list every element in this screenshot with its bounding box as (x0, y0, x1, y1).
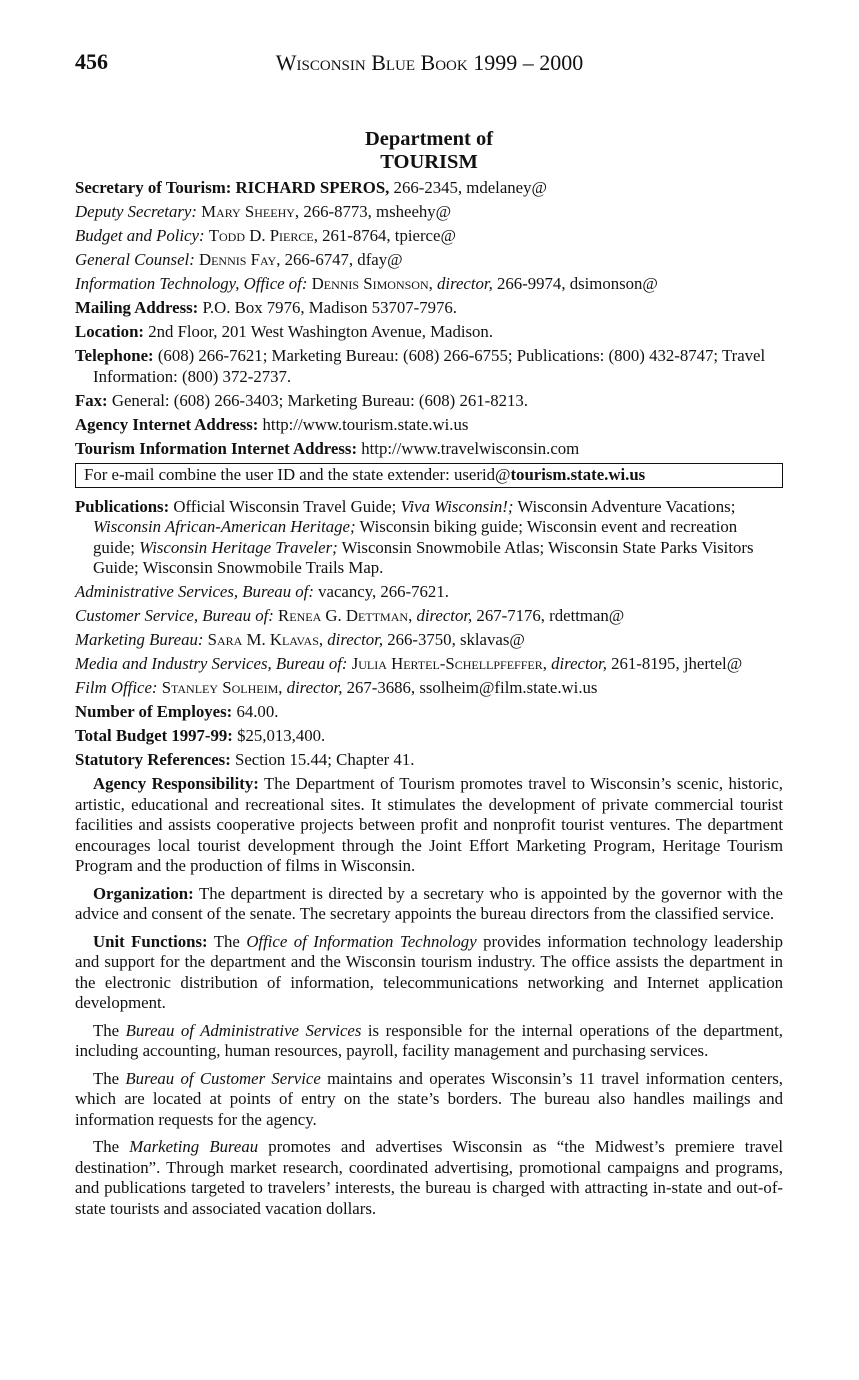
fax-entry (75, 391, 783, 412)
unit-functions-text-1: The (207, 931, 247, 951)
marketing-bureau-role: director, (327, 630, 384, 649)
media-industry-role: director, (551, 654, 607, 673)
admin-services-label: Administrative Services, Bureau of: (75, 582, 314, 601)
unit-functions-paragraph (75, 932, 783, 1014)
customer-para-bureau-name: Bureau of Customer Service (125, 1068, 321, 1088)
employees-value: 64.00. (232, 702, 279, 721)
email-note-box (75, 463, 783, 488)
customer-service-name: Renea G. Dettman (278, 606, 409, 625)
admin-para-bureau-name: Bureau of Administrative Services (125, 1020, 362, 1040)
mailing-label: Mailing Address: (75, 298, 199, 317)
department-title (75, 128, 783, 174)
secretary-name: RICHARD SPEROS, (235, 178, 390, 197)
admin-para-text-1: The (93, 1020, 126, 1040)
admin-services-entry (75, 582, 783, 603)
deputy-label: Deputy Secretary: (75, 202, 197, 221)
page-content (75, 128, 783, 1226)
unit-functions-text-2: provides information technology leadership and support for the department and the Wisconsin tourism industry. The office assists the department in the electronic distribution of information, telecommunications networking and Internet application development. (75, 931, 784, 1012)
telephone-label: Telephone: (75, 346, 154, 365)
admin-services-details: vacancy, 266-7621. (313, 582, 449, 601)
publications-title-1: Viva Wisconsin!; (400, 496, 514, 516)
customer-service-details: 267-7176, rdettman@ (472, 606, 625, 625)
budget-policy-name: Todd D. Pierce (208, 226, 314, 245)
publications-title-3: Wisconsin Heritage Traveler; (139, 537, 338, 557)
mailing-value: P.O. Box 7976, Madison 53707-7976. (198, 298, 457, 317)
responsibility-paragraph (75, 774, 783, 877)
location-entry (75, 322, 783, 343)
info-tech-name: Dennis Simonson (311, 274, 429, 293)
budget-policy-label: Budget and Policy: (75, 226, 205, 245)
employees-label: Number of Employes: (75, 702, 233, 721)
organization-paragraph (75, 884, 783, 925)
unit-functions-label: Unit Functions: (93, 931, 208, 951)
marketing-bureau-label: Marketing Bureau: (75, 630, 204, 649)
secretary-entry (75, 178, 783, 199)
admin-services-paragraph (75, 1021, 783, 1062)
statutory-label: Statutory References: (75, 750, 231, 769)
marketing-para-text-1: The (93, 1137, 130, 1156)
deputy-details: , 266-8773, msheehy@ (294, 202, 452, 221)
customer-para-text-1: The (93, 1068, 126, 1088)
counsel-name: Dennis Fay (198, 250, 277, 269)
location-value: 2nd Floor, 201 West Washington Avenue, Madison. (144, 322, 494, 341)
employees-entry (75, 702, 783, 723)
marketing-para-text-2: promotes and advertises Wisconsin as “the Midwest’s premiere travel destination”. Through market research, coordinated advertising, promotional campaigns and programs, and publications targeted to travelers’ interests, the bureau is charged with attracting in-state and out-of-state tourists and associated vacation dollars. (75, 1137, 783, 1218)
budget-policy-entry (75, 226, 783, 247)
agency-internet-label: Agency Internet Address: (75, 414, 259, 434)
budget-entry (75, 726, 783, 747)
marketing-bureau-entry: Marketing Bureau: Sara M. Klavas, director, 266-3750, sklavas@ (75, 630, 525, 649)
customer-service-entry: Customer Service, Bureau of: Renea G. Dettman, director, 267-7176, rdettman@ (75, 606, 625, 625)
marketing-para-bureau-name: Marketing Bureau (129, 1137, 259, 1156)
film-office-label: Film Office: (75, 678, 158, 697)
responsibility-text: The Department of Tourism promotes travel to Wisconsin’s scenic, historic, artistic, educational and recreational sites. It stimulates the development of private commercial tourist facilities and assists cooperative projects between profit and nonprofit tourist ventures. The department encourages local tourist development through the Joint Effort Marketing Program, Heritage Tourism Program and the production of films in Wisconsin. (75, 774, 783, 875)
publications-text-3: Wisconsin biking guide; Wisconsin event and recreation guide; (93, 517, 738, 557)
agency-internet-value: http://www.tourism.state.wi.us (258, 414, 469, 434)
publications-label: Publications: (75, 496, 170, 516)
deputy-entry (75, 202, 783, 223)
organization-text: The department is directed by a secretary who is appointed by the governor with the advice and consent of the senate. The secretary appoints the bureau directors from the classified service. (75, 883, 783, 923)
fax-value: General: (608) 266-3403; Marketing Bureau: (608) 261-8213. (107, 390, 528, 410)
responsibility-label: Agency Responsibility: (93, 774, 259, 793)
running-head (0, 50, 859, 76)
agency-internet-entry (75, 415, 783, 436)
email-note-text: For e-mail combine the user ID and the state extender: userid@ (84, 465, 511, 484)
secretary-label: Secretary of Tourism: (75, 178, 232, 197)
publications-text-4: Wisconsin Snowmobile Atlas; Wisconsin State Parks Visitors Guide; Wisconsin Snowmobile Trails Map. (93, 537, 754, 577)
organization-label: Organization: (93, 883, 194, 903)
telephone-entry (75, 346, 783, 387)
secretary-details: 266-2345, mdelaney@ (389, 178, 547, 197)
film-office-role: director, (286, 678, 343, 697)
marketing-bureau-paragraph (75, 1137, 783, 1219)
tourism-internet-value: http://www.travelwisconsin.com (357, 438, 580, 458)
customer-service-role: director, (416, 606, 473, 625)
budget-label: Total Budget 1997-99: (75, 726, 233, 745)
telephone-value: (608) 266-7621; Marketing Bureau: (608) 266-6755; Publications: (800) 432-8747; Travel Information: (800) 372-2737. (93, 346, 766, 386)
info-tech-role: director, (437, 274, 493, 293)
unit-functions-office-name: Office of Information Technology (246, 931, 477, 951)
budget-policy-details: , 261-8764, tpierce@ (313, 226, 456, 245)
tourism-internet-label: Tourism Information Internet Address: (75, 438, 358, 458)
tourism-internet-entry (75, 439, 783, 460)
customer-service-paragraph (75, 1069, 783, 1131)
publications-entry (75, 497, 783, 579)
title-line-2: TOURISM (380, 151, 478, 173)
email-note-domain: tourism.state.wi.us (510, 465, 646, 484)
book-title: Wisconsin Blue Book 1999 – 2000 (275, 50, 584, 75)
media-industry-label: Media and Industry Services, Bureau of: (75, 654, 348, 673)
film-office-entry: Film Office: Stanley Solheim, director, 267-3686, ssolheim@film.state.wi.us (75, 678, 598, 697)
media-industry-entry: Media and Industry Services, Bureau of: Julia Hertel-Schellpfeffer, director, 261-8195, jhertel@ (75, 654, 743, 673)
customer-para-text-2: maintains and operates Wisconsin’s 11 travel information centers, which are located at points of entry on the state’s borders. The bureau also handles mailings and information requests for the agency. (75, 1068, 784, 1129)
mailing-entry (75, 298, 783, 319)
marketing-bureau-name: Sara M. Klavas (207, 630, 319, 649)
page-number: 456 (75, 49, 108, 74)
media-industry-details: 261-8195, jhertel@ (606, 654, 743, 673)
publications-text-1: Official Wisconsin Travel Guide; (169, 496, 401, 516)
info-tech-details: 266-9974, dsimonson@ (492, 274, 658, 293)
publications-title-2: Wisconsin African-American Heritage; (93, 517, 356, 536)
info-tech-entry: Information Technology, Office of: Dennis Simonson, director, 266-9974, dsimonson@ (75, 274, 658, 293)
deputy-name: Mary Sheehy (201, 202, 295, 221)
customer-service-label: Customer Service, Bureau of: (75, 606, 274, 625)
budget-value: $25,013,400. (232, 726, 326, 745)
admin-para-text-2: is responsible for the internal operations of the department, including accounting, human resources, payroll, facility management and purchasing services. (75, 1020, 783, 1060)
info-tech-label: Information Technology, Office of: (75, 274, 308, 293)
film-office-name: Stanley Solheim (161, 678, 279, 697)
statutory-value: Section 15.44; Chapter 41. (230, 750, 415, 769)
statutory-entry (75, 750, 783, 771)
title-line-1: Department of (364, 128, 494, 150)
media-industry-name: Julia Hertel-Schellpfeffer (351, 654, 543, 673)
counsel-details: , 266-6747, dfay@ (276, 250, 403, 269)
counsel-entry (75, 250, 783, 271)
marketing-bureau-details: 266-3750, sklavas@ (383, 630, 525, 649)
publications-text-2: Wisconsin Adventure Vacations; (513, 496, 736, 516)
location-label: Location: (75, 322, 144, 341)
fax-label: Fax: (75, 390, 108, 410)
film-office-details: 267-3686, ssolheim@film.state.wi.us (342, 678, 598, 697)
counsel-label: General Counsel: (75, 250, 195, 269)
